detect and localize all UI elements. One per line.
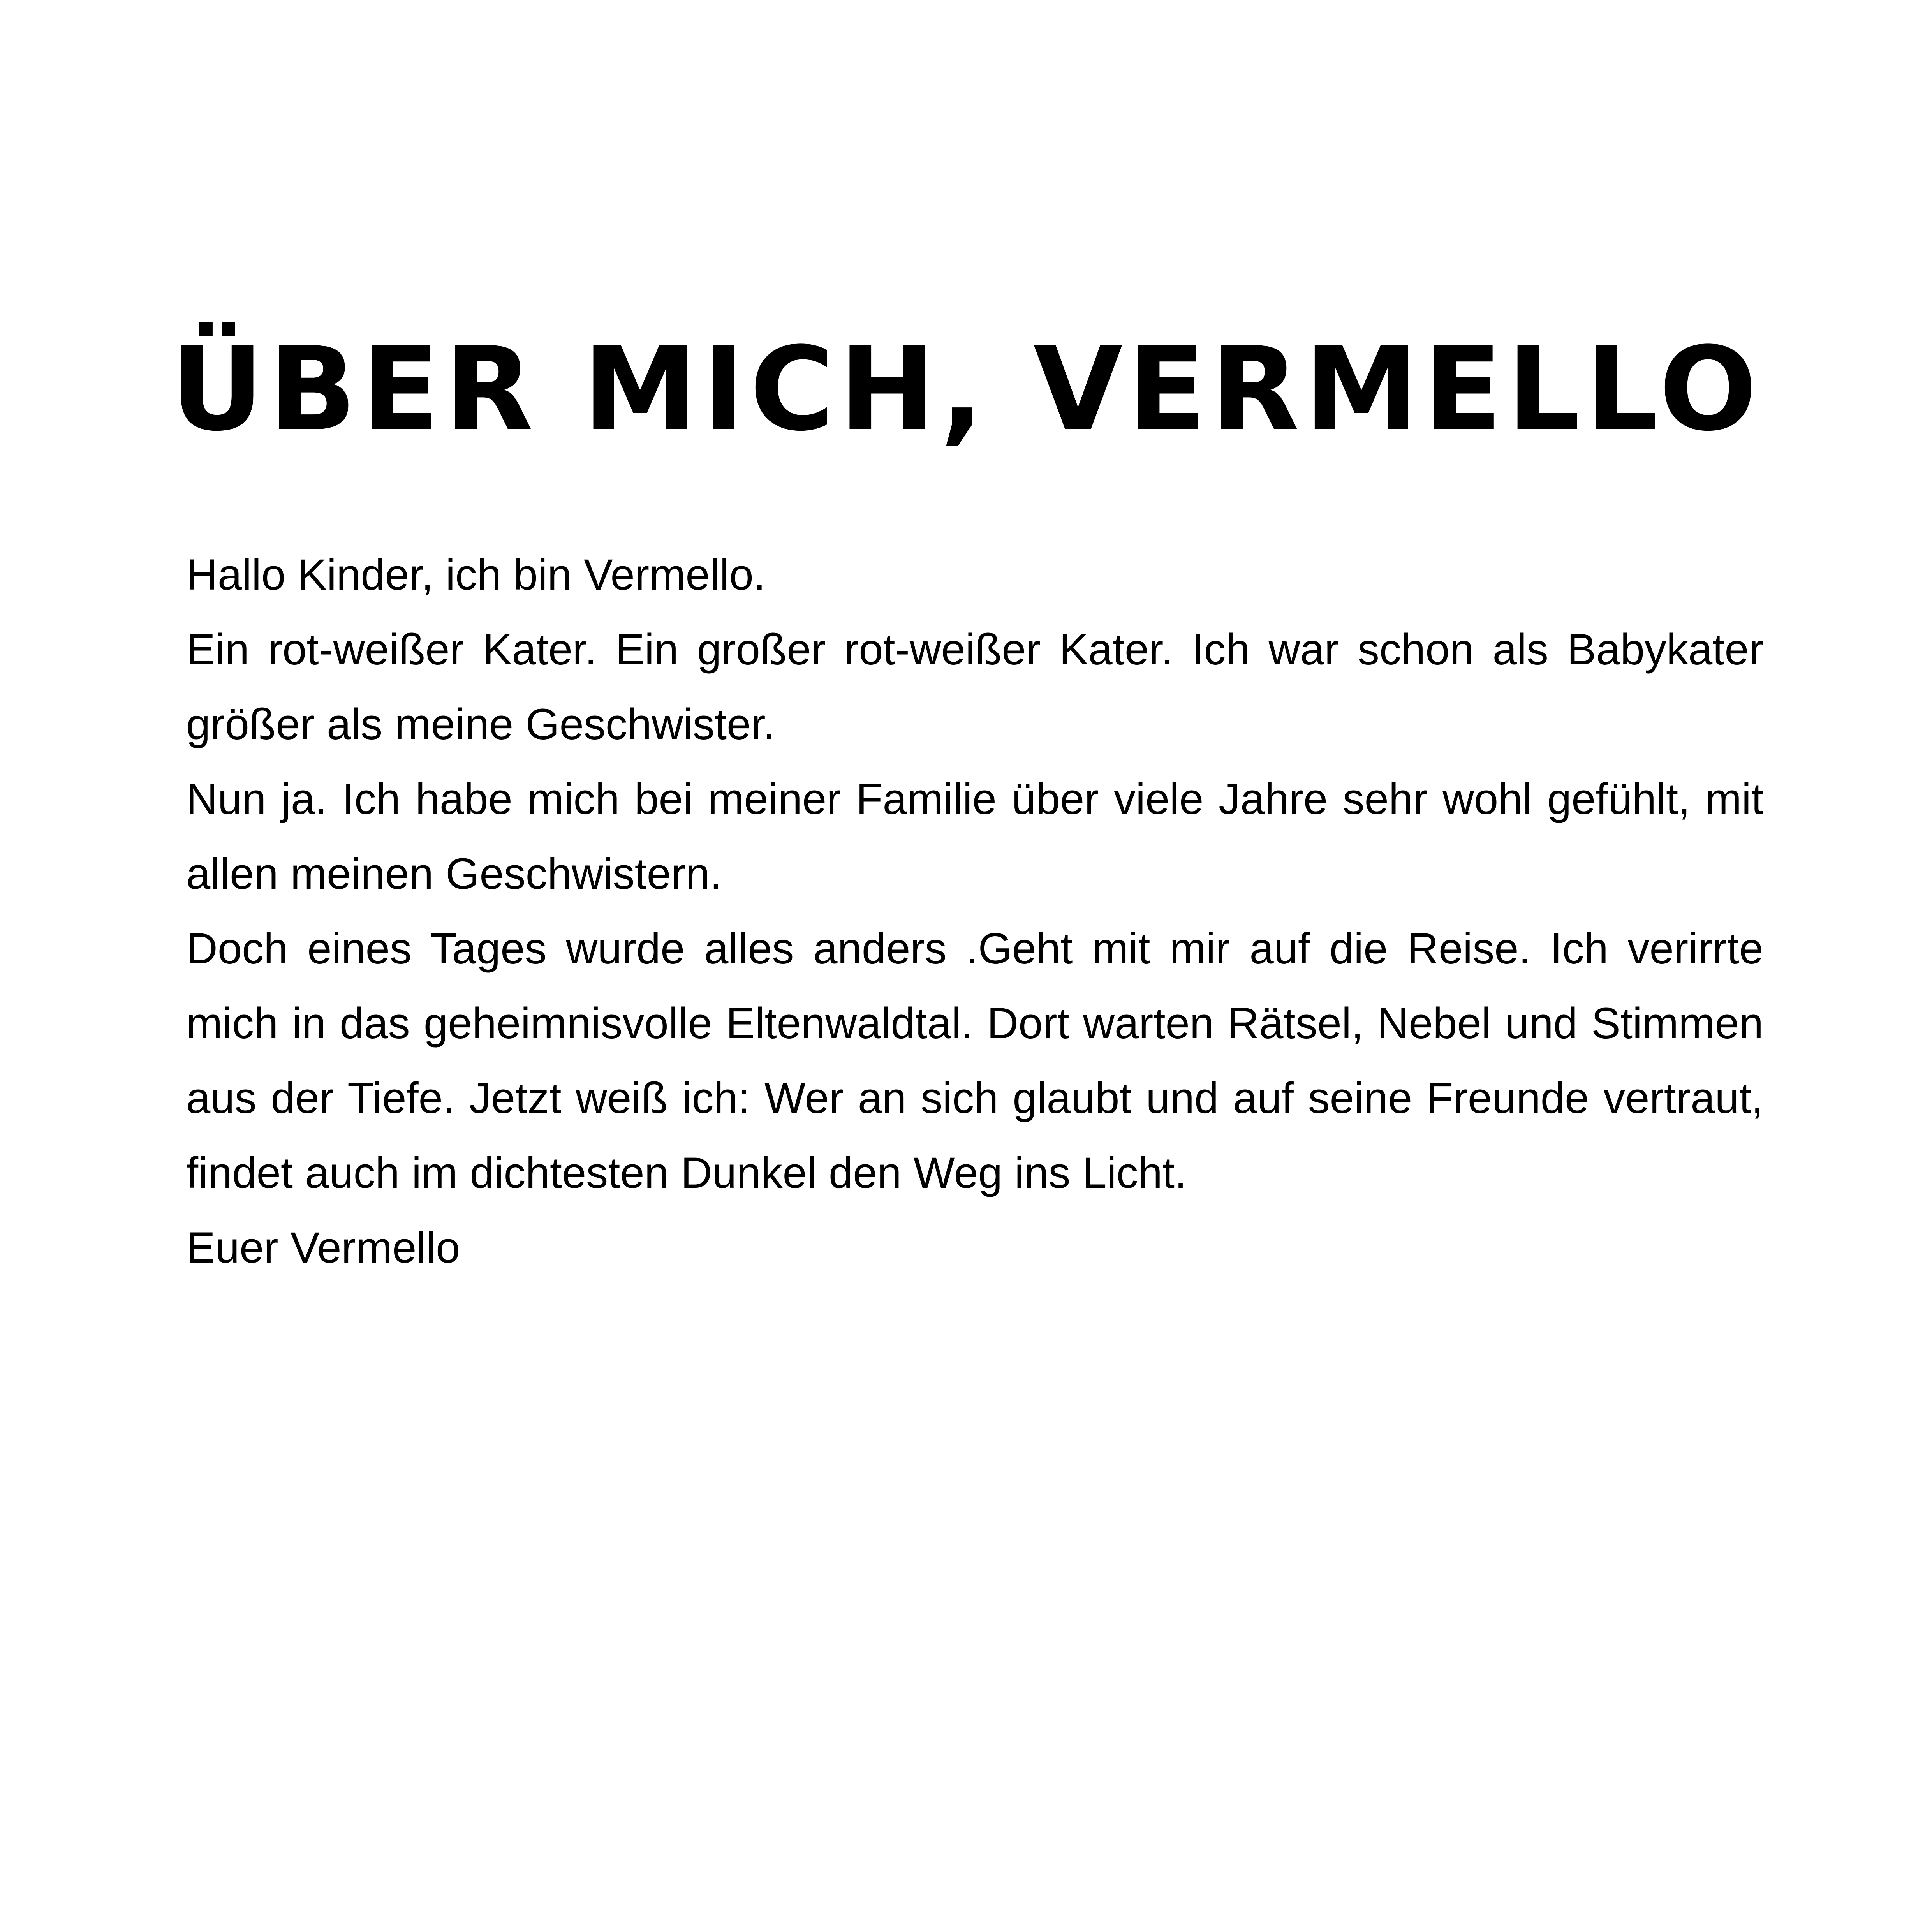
document-body	[186, 537, 1763, 1285]
signature: Euer Vermello	[186, 1223, 460, 1272]
paragraph-description: Ein rot-weißer Kater. Ein großer rot-weißer Kater. Ich war schon als Babykater größer als meine Geschwister.	[186, 625, 1763, 748]
paragraph-journey: Doch eines Tages wurde alles anders .Geht mit mir auf die Reise. Ich verirrte mich in das geheimnisvolle Eltenwaldtal. Dort warten Rätsel, Nebel und Stimmen aus der Tiefe. Jetzt weiß ich: Wer an sich glaubt und auf seine Freunde vertraut, findet auch im dichtesten Dunkel den Weg ins Licht.	[186, 924, 1763, 1197]
paragraph-greeting: Hallo Kinder, ich bin Vermello.	[186, 550, 766, 599]
page-title: ÜBER MICH, VERMELLO	[170, 322, 1762, 456]
paragraph-family: Nun ja. Ich habe mich bei meiner Familie über viele Jahre sehr wohl gefühlt, mit allen meinen Geschwistern.	[186, 775, 1763, 898]
